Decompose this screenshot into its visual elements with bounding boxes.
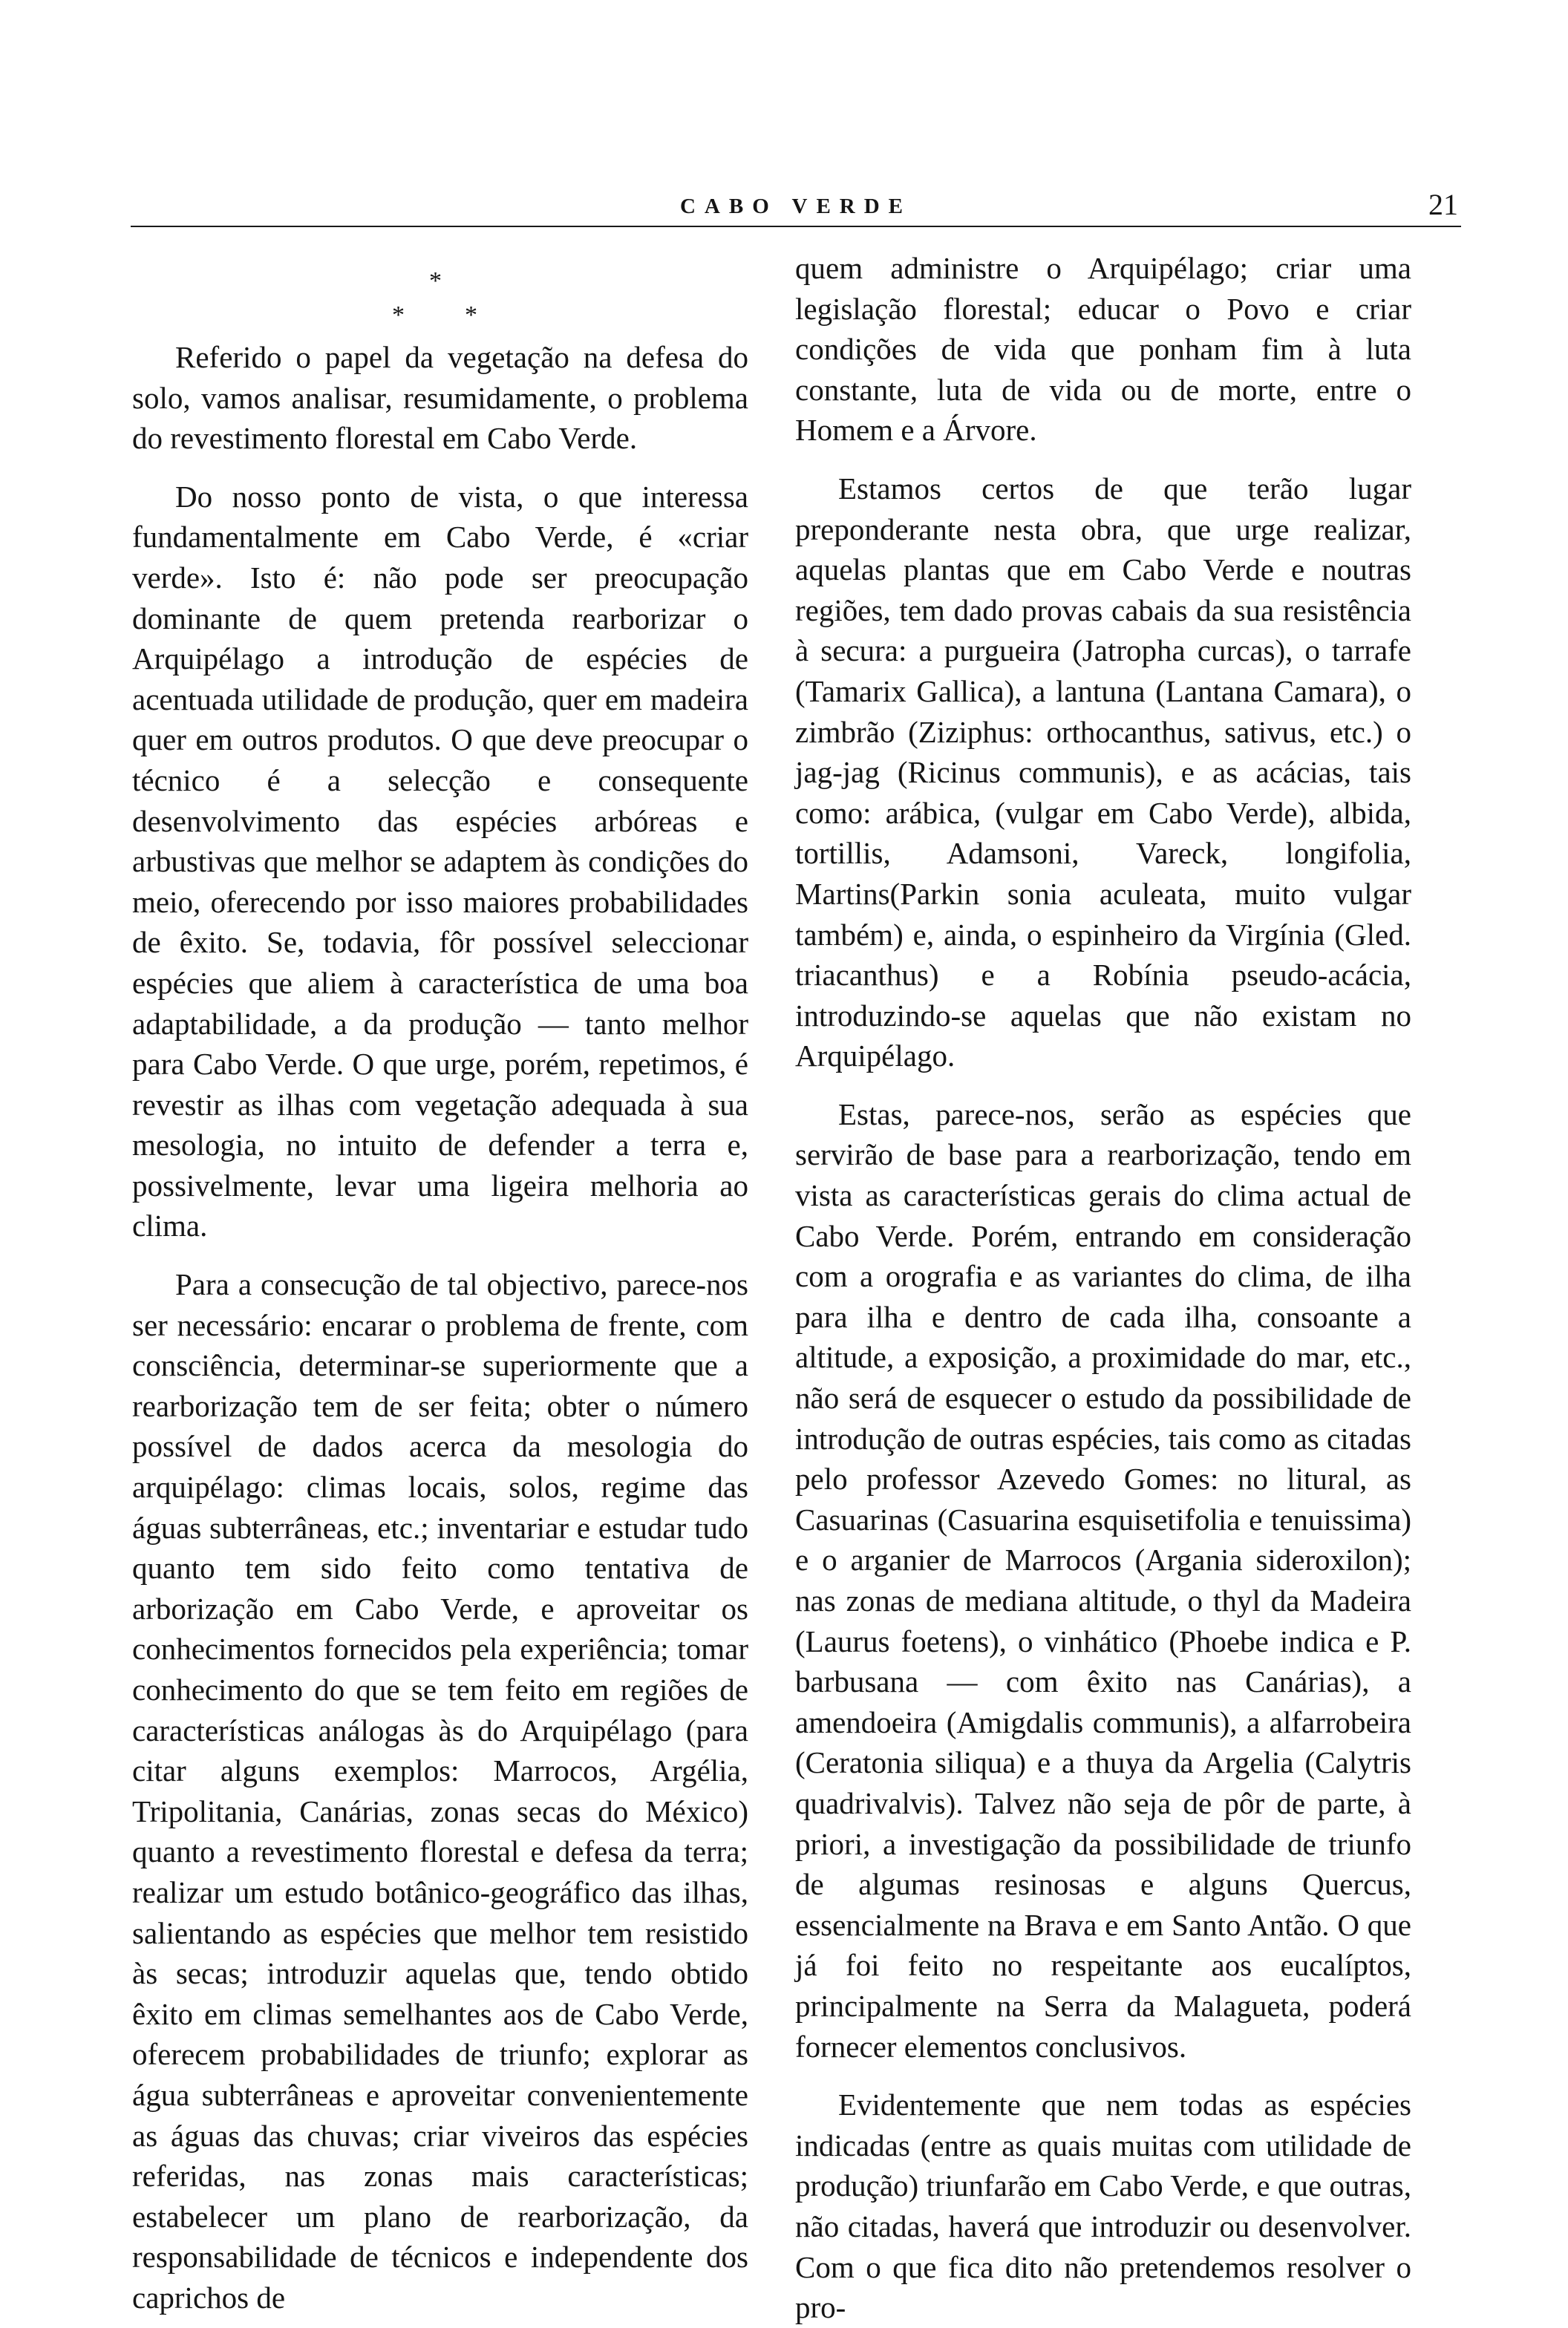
paragraph: Estamos certos de que terão lugar preponderante nesta obra, que urge realizar, aquelas plantas que em Cabo Verde e noutras regiões, tem dado provas cabais da sua resistência à secura: a purgueira (Jatropha curcas), o tarrafe (Tamarix Gallica), a lantuna (Lantana Camara), o zimbrão (Ziziphus: orthocanthus, sativus, etc.) o jag-jag (Ricinus communis), e as acácias, tais como: arábica, (vulgar em Cabo Verde), albida, tortillis, Adamsoni, Vareck, longifolia, Martins(Parkin sonia aculeata, muito vulgar também) e, ainda, o espinheiro da Virgínia (Gled. triacanthus) e a Robínia pseudo-acácia, introduzindo-se aquelas que não existam no Arquipélago. — [795, 471, 1411, 1073]
paragraph: Estas, parece-nos, serão as espécies que servirão de base para a rearborização, tendo em vista as características gerais do clima actual de Cabo Verde. Porém, entrando em consideração com a orografia e as variantes do clima, de ilha para ilha e dentro de cada ilha, consoante a altitude, a exposição, a proximidade do mar, etc., não será de esquecer o estudo da possibilidade de introdução de outras espécies, tais como as citadas pelo professor Azevedo Gomes: no litural, as Casuarinas (Casuarina esquisetifolia e tenuissima) e o arganier de Marrocos (Argania sideroxilon); nas zonas de mediana altitude, o thyl da Madeira (Laurus foetens), o vinhático (Phoebe indica e P. barbusana — com êxito nas Canárias), a amendoeira (Amigdalis communis), a alfarrobeira (Ceratonia siliqua) e a thuya da Argelia (Calytris quadrivalvis). Talvez não seja de pôr de parte, à priori, a investigação da possibilidade de triunfo de algumas resinosas e alguns Quercus, essencialmente na Brava e em Santo Antão. O que já foi feito no respeitante aos eucalíptos, principalmente na Serra da Malagueta, poderá fornecer elementos conclusivos. — [795, 1096, 1411, 2064]
paragraph: Do nosso ponto de vista, o que interessa fundamentalmente em Cabo Verde, é «criar verde». Isto é: não pode ser preocupação dominante de quem pretenda rearborizar o Arquipélago a introdução de espécies de acentuada utilidade de produção, quer em madeira quer em outros produtos. O que deve preocupar o técnico é a selecção e consequente desenvolvimento das espécies arbóreas e arbustivas que melhor se adaptem às condições do meio, oferecendo por isso maiores probabilidades de êxito. Se, todavia, fôr possível seleccionar espécies que aliem à característica de uma boa adaptabilidade, a da produção — tanto melhor para Cabo Verde. O que urge, porém, repetimos, é revestir as ilhas com vegetação adequada à sua mesologia, no intuito de defender a terra e, possivelmente, levar uma ligeira melhoria ao clima. — [132, 479, 748, 1243]
running-title: CABO VERDE — [679, 194, 912, 218]
paragraph: Referido o papel da vegetação na defesa do solo, vamos analisar, resumidamente, o problema do revestimento florestal em Cabo Verde. — [132, 340, 748, 456]
section-ornament — [132, 248, 748, 337]
right-column — [795, 248, 1411, 2328]
ornament-star: * — [392, 301, 405, 329]
left-column — [132, 248, 748, 2318]
paragraph: Evidentemente que nem todas as espécies indicadas (entre as quais muitas com utilidade de produção) triunfarão em Cabo Verde, e que outras, não citadas, haverá que introduzir ou desenvolver. Com o que fica dito não pretendemos resolver o pro- — [795, 2087, 1411, 2325]
ornament-star: * — [465, 301, 477, 329]
paragraph: Para a consecução de tal objectivo, parece-nos ser necessário: encarar o problema de frente, com consciência, determinar-se superiormente que a rearborização tem de ser feita; obter o número possível de dados acerca da mesologia do arquipélago: climas locais, solos, regime das águas subterrâneas, etc.; inventariar e estudar tudo quanto tem sido feito como tentativa de arborização em Cabo Verde, e aproveitar os conhecimentos fornecidos pela experiência; tomar conhecimento do que se tem feito em regiões de características análogas às do Arquipélago (para citar alguns exemplos: Marrocos, Argélia, Tripolitania, Canárias, zonas secas do México) quanto a revestimento florestal e defesa da terra; realizar um estudo botânico-geográfico das ilhas, salientando as espécies que melhor tem resistido às secas; introduzir aquelas que, tendo obtido êxito em climas semelhantes aos de Cabo Verde, oferecem probabilidades de triunfo; explorar as água subterrâneas e aproveitar convenientemente as águas das chuvas; criar viveiros das espécies referidas, nas zonas mais características; estabelecer um plano de rearborização, da responsabilidade de técnicos e independente dos caprichos de — [132, 1267, 748, 2315]
page-number: 21 — [1428, 188, 1458, 221]
paragraph-continued: quem administre o Arquipélago; criar uma legislação florestal; educar o Povo e criar condições de vida que ponham fim à luta constante, luta de vida ou de morte, entre o Homem e a Árvore. — [795, 251, 1411, 448]
ornament-star: * — [429, 267, 442, 295]
header-rule — [131, 226, 1461, 227]
